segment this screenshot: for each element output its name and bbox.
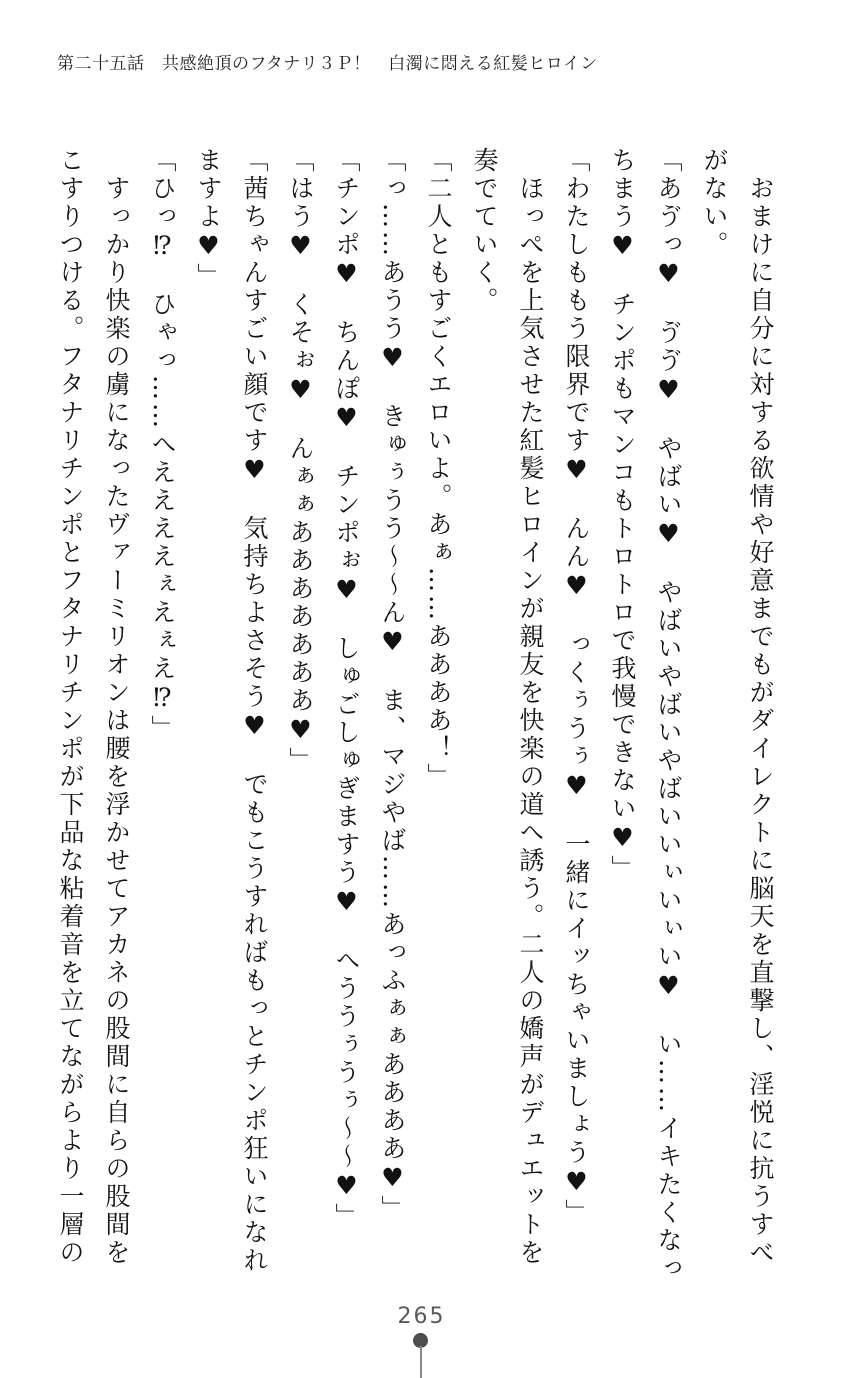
text-column: すっかり快楽の虜になったヴァーミリオンは腰を浮かせてアカネの股間に自らの股間を xyxy=(102,175,131,1267)
text-column: 「二人ともすごくエロいよ。あぁ……ああああ！」 xyxy=(424,147,453,791)
text-column: ますよ♥」 xyxy=(194,147,223,291)
text-column: 「っ……あうう♥ きゅぅうう～～ん♥ ま、マジやば……あっふぁぁああああ♥」 xyxy=(378,147,407,1223)
page-number: 265 xyxy=(397,1304,446,1329)
text-column: 「ひっ⁉ ひゃっ……へええええぇえぇえ⁉」 xyxy=(148,147,177,743)
main-text xyxy=(46,147,783,1287)
text-column: 「茜ちゃんすごい顔です♥ 気持ちよさそう♥ でもこうすればもっとチンポ狂いになれ xyxy=(240,147,269,1275)
text-column: こすりつける。フタナリチンポとフタナリチンポが下品な粘着音を立てながらより一層の xyxy=(56,147,85,1267)
text-column: 「はう♥ くそぉ♥ んぁぁあああああああ♥」 xyxy=(286,147,315,775)
page-marker-line xyxy=(420,1346,422,1378)
text-column: 「チンポ♥ ちんぽ♥ チンポぉ♥ しゅごしゅぎますう♥ へううぅうぅ～～♥」 xyxy=(332,147,361,1231)
text-column: 「わたしももう限界です♥ んん♥ っくぅうぅ♥ 一緒にイッちゃいましょう♥」 xyxy=(562,147,591,1227)
text-column: おまけに自分に対する欲情や好意までもがダイレクトに脳天を直撃し、淫悦に抗うすべ xyxy=(746,175,775,1267)
text-column: ちまう♥ チンポもマンコもトロトロで我慢できない♥」 xyxy=(608,147,637,883)
text-column: 奏でていく。 xyxy=(470,147,499,315)
chapter-header: 第二十五話 共感絶頂のフタナリ３Ｐ！ 白濁に悶える紅髪ヒロイン xyxy=(57,54,598,74)
text-column: ほっぺを上気させた紅髪ヒロインが親友を快楽の道へ誘う。二人の嬌声がデュエットを xyxy=(516,175,545,1267)
text-column: がない。 xyxy=(700,147,729,259)
text-column: 「あゔっ♥ ゔゔ♥ やばい♥ やばいやばいやばいいぃいぃい♥ い……イキたくなっ xyxy=(654,147,683,1283)
